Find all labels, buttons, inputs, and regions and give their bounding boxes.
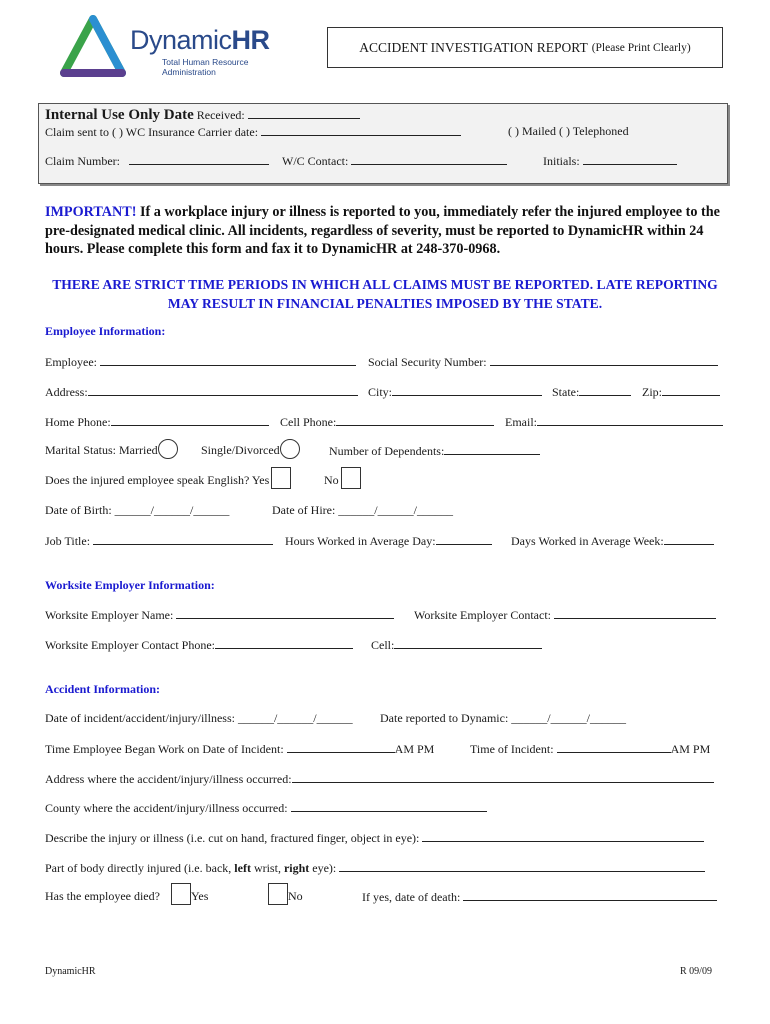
incident-address-field[interactable] (292, 771, 714, 783)
began-work-time-field[interactable] (287, 741, 395, 753)
worksite-name-field[interactable] (176, 607, 394, 619)
english-no-checkbox[interactable] (341, 467, 361, 489)
worksite-phone-field[interactable] (215, 637, 353, 649)
email-field[interactable] (537, 414, 723, 426)
company-logo (58, 15, 283, 85)
carrier-date-field[interactable] (261, 124, 461, 136)
received-date-field[interactable] (248, 107, 360, 119)
worksite-cell-field[interactable] (394, 637, 542, 649)
worksite-contact-field[interactable] (554, 607, 716, 619)
incident-date-field[interactable]: Date of incident/accident/injury/illness: ______/______/______ (45, 711, 353, 725)
footer-revision: R 09/09 (680, 966, 712, 977)
injury-description-field[interactable] (422, 830, 704, 842)
logo-tagline: Total Human Resource Administration (162, 57, 249, 77)
incident-county-field[interactable] (291, 800, 487, 812)
worksite-section-heading: Worksite Employer Information: (45, 578, 215, 592)
mailed-telephoned-options[interactable]: ( ) Mailed ( ) Telephoned (508, 124, 629, 138)
zip-field[interactable] (662, 384, 720, 396)
accident-section-heading: Accident Information: (45, 682, 160, 696)
death-date-field[interactable] (463, 889, 717, 901)
footer-company: DynamicHR (45, 966, 96, 977)
internal-use-box: Internal Use Only Date Received: Claim sent to ( ) WC Insurance Carrier date: ( ) Mailed ( ) Telephoned Claim Number: W/C Contact: Initials: (38, 103, 728, 184)
wc-contact-field[interactable] (351, 153, 507, 165)
employee-section-heading: Employee Information: (45, 324, 166, 338)
address-field[interactable] (88, 384, 358, 396)
initials-field[interactable] (583, 153, 677, 165)
died-yes-checkbox[interactable] (171, 883, 191, 905)
job-title-field[interactable] (93, 533, 273, 545)
home-phone-field[interactable] (111, 414, 269, 426)
report-title: ACCIDENT INVESTIGATION REPORT (Please Print Clearly) (327, 27, 723, 68)
state-field[interactable] (579, 384, 631, 396)
reported-date-field[interactable]: Date reported to Dynamic: ______/______/______ (380, 711, 626, 725)
hours-per-day-field[interactable] (436, 533, 492, 545)
employee-name-field[interactable] (100, 354, 356, 366)
single-divorced-radio[interactable] (280, 439, 300, 459)
english-yes-checkbox[interactable] (271, 467, 291, 489)
ssn-field[interactable] (490, 354, 718, 366)
body-part-field[interactable] (339, 860, 705, 872)
city-field[interactable] (392, 384, 542, 396)
late-reporting-notice: THERE ARE STRICT TIME PERIODS IN WHICH ALL CLAIMS MUST BE REPORTED. LATE REPORTING MAY RESULT IN FINANCIAL PENALTIES IMPOSED BY THE STATE. (52, 277, 718, 311)
logo-triangle-icon (58, 15, 128, 85)
internal-heading: Internal Use Only Date (45, 107, 194, 123)
incident-time-field[interactable] (557, 741, 671, 753)
logo-wordmark: DynamicHR (130, 25, 270, 55)
cell-phone-field[interactable] (336, 414, 494, 426)
important-notice: IMPORTANT! If a workplace injury or illness is reported to you, immediately refer the injured employee to the pre-designated medical clinic. All incidents, regardless of severity, must be reported to DynamicHR within 24 hours. Please complete this form and fax it to DynamicHR at 248-370-0968. (45, 204, 720, 257)
married-radio[interactable] (158, 439, 178, 459)
died-no-checkbox[interactable] (268, 883, 288, 905)
doh-field[interactable]: Date of Hire: ______/______/______ (272, 503, 453, 517)
claim-number-field[interactable] (129, 153, 269, 165)
days-per-week-field[interactable] (664, 533, 714, 545)
dob-field[interactable]: Date of Birth: ______/______/______ (45, 503, 230, 517)
dependents-field[interactable] (444, 443, 540, 455)
